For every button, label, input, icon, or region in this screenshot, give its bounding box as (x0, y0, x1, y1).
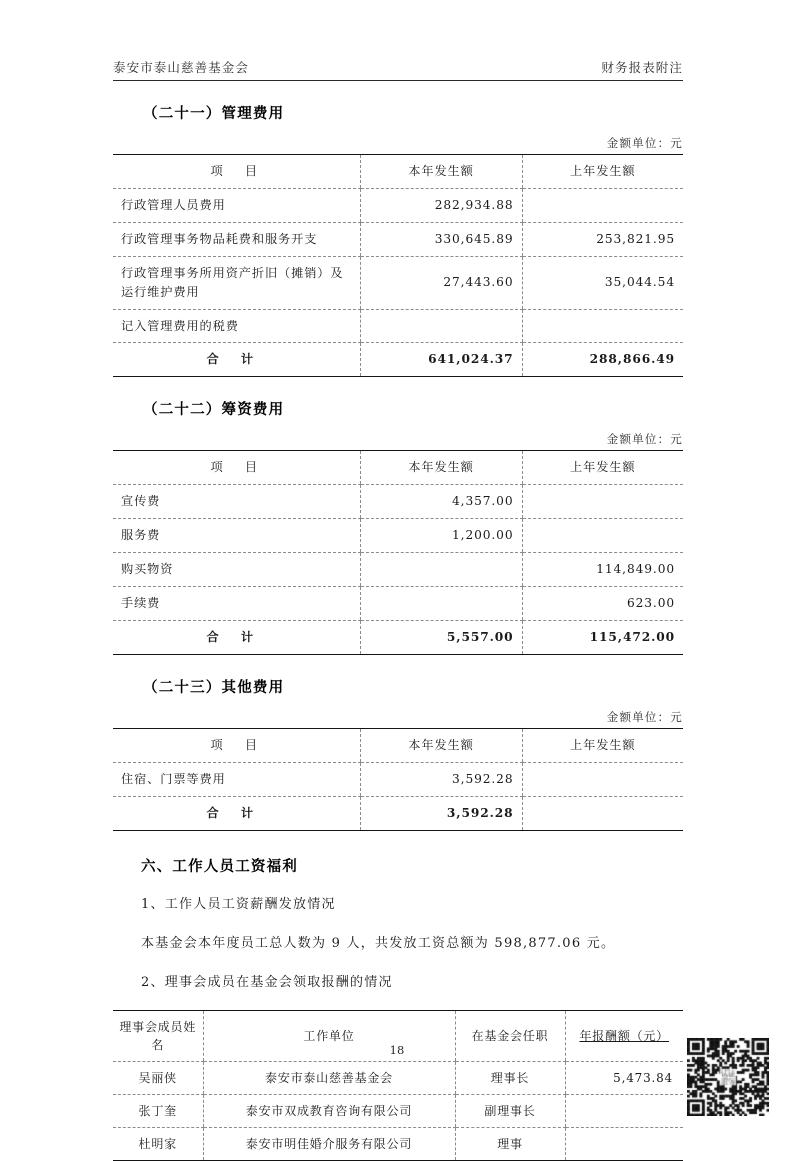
column-header-previous-year: 上年发生额 (522, 155, 683, 189)
subsection-salary-payment: 1、工作人员工资薪酬发放情况 (141, 896, 336, 912)
cell-total-previous-year: 288,866.49 (522, 343, 683, 377)
header-organization: 泰安市泰山慈善基金会 (113, 60, 250, 75)
column-header-previous-year: 上年发生额 (522, 451, 683, 485)
cell-current-year: 4,357.00 (360, 485, 522, 519)
table-total-row (113, 796, 683, 830)
cell-total-previous-year (522, 796, 683, 830)
cell-item: 服务费 (113, 519, 360, 553)
cell-employer: 泰安市明佳婚介服务有限公司 (203, 1127, 455, 1160)
cell-item: 行政管理事务物品耗费和服务开支 (113, 222, 360, 256)
cell-total-current-year: 5,557.00 (360, 620, 522, 654)
cell-current-year: 27,443.60 (360, 256, 522, 309)
column-header-role: 在基金会任职 (455, 1010, 565, 1061)
table-total-row (113, 620, 683, 654)
cell-current-year: 330,645.89 (360, 222, 522, 256)
cell-employer: 泰安市双成教育咨询有限公司 (203, 1094, 455, 1127)
table-header-row (113, 451, 683, 485)
column-header-previous-year: 上年发生额 (522, 728, 683, 762)
cell-current-year: 282,934.88 (360, 188, 522, 222)
cell-employer: 泰安市泰山慈善基金会 (203, 1061, 455, 1094)
cell-item: 记入管理费用的税费 (113, 309, 360, 343)
table-management-expense (113, 154, 683, 377)
column-header-item: 项 目 (113, 728, 360, 762)
cell-annual-pay: 5,473.84 (565, 1061, 683, 1094)
table-row (113, 222, 683, 256)
section-heading-staff-salary: 六、工作人员工资福利 (141, 857, 298, 875)
cell-previous-year: 35,044.54 (522, 256, 683, 309)
cell-total-current-year: 3,592.28 (360, 796, 522, 830)
table-row (113, 188, 683, 222)
cell-current-year: 1,200.00 (360, 519, 522, 553)
column-header-item: 项 目 (113, 155, 360, 189)
cell-current-year: 3,592.28 (360, 762, 522, 796)
cell-previous-year: 623.00 (522, 586, 683, 620)
cell-role: 副理事长 (455, 1094, 565, 1127)
section-heading-financing-expense: （二十二）筹资费用 (143, 401, 285, 419)
cell-total-label: 合 计 (113, 796, 360, 830)
unit-label-management-expense: 金额单位：元 (606, 136, 683, 150)
cell-annual-pay (565, 1094, 683, 1127)
cell-item: 行政管理人员费用 (113, 188, 360, 222)
table-row (113, 586, 683, 620)
cell-annual-pay (565, 1127, 683, 1160)
column-header-annual-pay: 年报酬额（元） (565, 1010, 683, 1061)
cell-role: 理事 (455, 1127, 565, 1160)
subsection-board-compensation: 2、理事会成员在基金会领取报酬的情况 (141, 975, 393, 991)
unit-label-other-expense: 金额单位：元 (606, 709, 683, 724)
cell-total-label: 合 计 (113, 343, 360, 377)
cell-previous-year (522, 188, 683, 222)
cell-current-year (360, 553, 522, 587)
cell-total-previous-year: 115,472.00 (522, 620, 683, 654)
cell-current-year (360, 586, 522, 620)
cell-current-year (360, 309, 522, 343)
column-header-employer: 工作单位 (203, 1010, 455, 1061)
section-heading-management-expense: （二十一）管理费用 (143, 105, 285, 122)
section-heading-other-expense: （二十三）其他费用 (143, 678, 285, 696)
table-other-expense (113, 728, 683, 831)
cell-member-name: 吴丽侠 (113, 1061, 203, 1094)
table-row (113, 309, 683, 343)
page-number: 18 (389, 1043, 405, 1057)
table-row (113, 256, 683, 309)
cell-role: 理事长 (455, 1061, 565, 1094)
table-header-row (113, 728, 683, 762)
table-row (113, 519, 683, 553)
table-row (113, 1094, 683, 1127)
cell-item: 行政管理事务所用资产折旧（摊销）及运行维护费用 (113, 256, 360, 309)
column-header-current-year: 本年发生额 (360, 451, 522, 485)
column-header-item: 项 目 (113, 451, 360, 485)
cell-member-name: 杜明家 (113, 1127, 203, 1160)
table-board-compensation (113, 1010, 683, 1161)
cell-item: 购买物资 (113, 553, 360, 587)
header-document-title: 财务报表附注 (601, 60, 683, 75)
cell-previous-year (522, 519, 683, 553)
cell-previous-year (522, 309, 683, 343)
table-financing-expense (113, 450, 683, 654)
page-content (113, 0, 683, 1161)
cell-total-label: 合 计 (113, 620, 360, 654)
cell-item: 宣传费 (113, 485, 360, 519)
salary-statement: 本基金会本年度员工总人数为 9 人，共发放工资总额为 598,877.06 元。 (141, 936, 616, 952)
table-header-row (113, 155, 683, 189)
cell-previous-year (522, 485, 683, 519)
table-row (113, 1061, 683, 1094)
table-row (113, 553, 683, 587)
table-row (113, 485, 683, 519)
unit-label-financing-expense: 金额单位：元 (606, 432, 683, 447)
cell-item: 住宿、门票等费用 (113, 762, 360, 796)
table-row (113, 762, 683, 796)
cell-previous-year (522, 762, 683, 796)
cell-member-name: 张丁奎 (113, 1094, 203, 1127)
column-header-current-year: 本年发生额 (360, 728, 522, 762)
cell-previous-year: 114,849.00 (522, 553, 683, 587)
table-row (113, 1127, 683, 1160)
cell-previous-year: 253,821.95 (522, 222, 683, 256)
table-total-row (113, 343, 683, 377)
column-header-current-year: 本年发生额 (360, 155, 522, 189)
cell-item: 手续费 (113, 586, 360, 620)
header-rule (113, 80, 683, 81)
column-header-member-name: 理事会成员姓名 (113, 1010, 203, 1061)
running-header (113, 0, 683, 76)
cell-total-current-year: 641,024.37 (360, 343, 522, 377)
qr-code (687, 1038, 769, 1116)
